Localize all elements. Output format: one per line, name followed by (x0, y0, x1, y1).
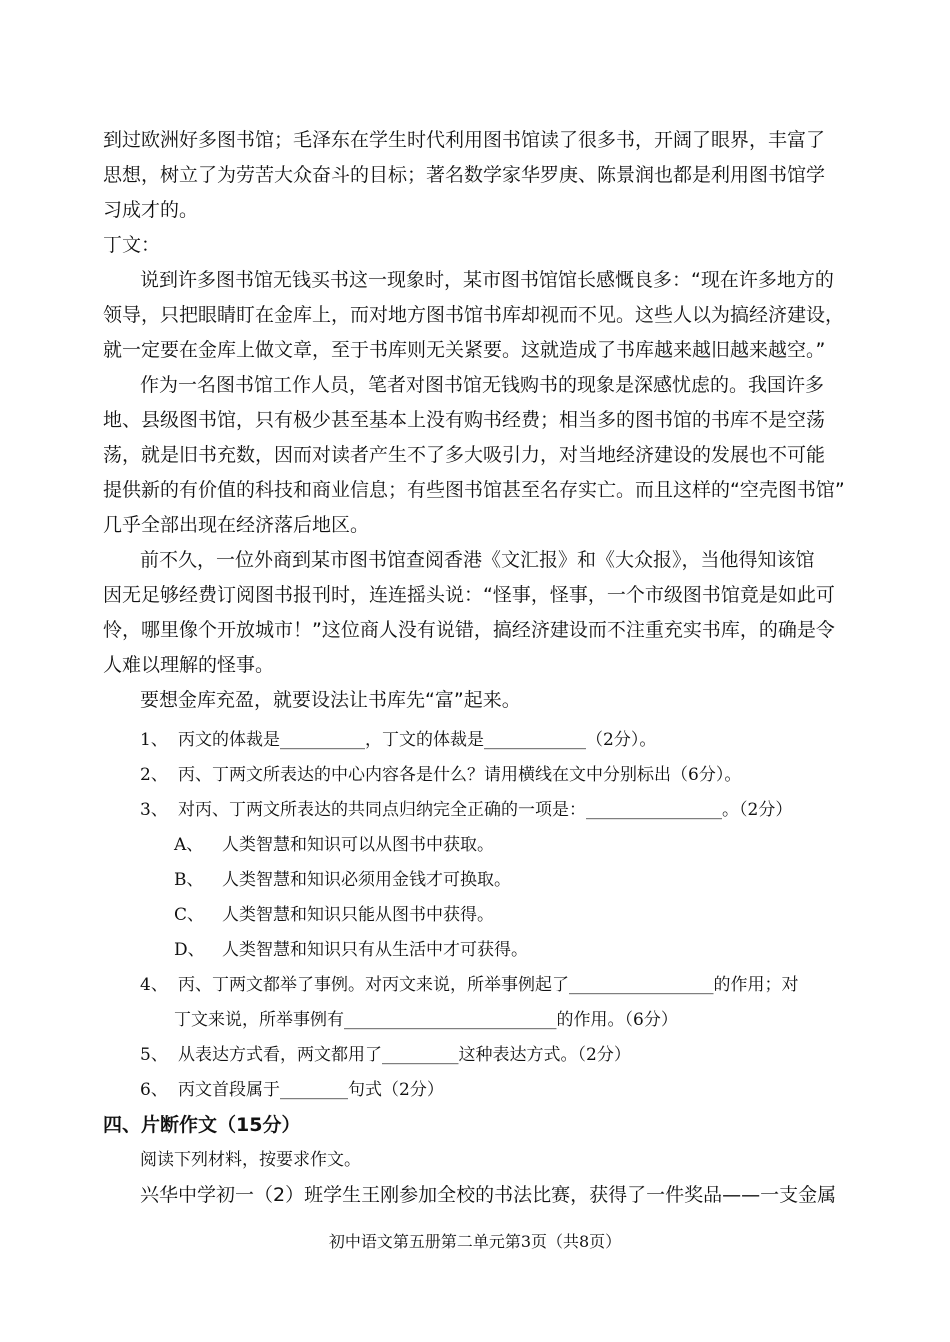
section-4-material: 兴华中学初一（2）班学生王刚参加全校的书法比赛，获得了一件奖品——一支金属 (140, 1184, 837, 1206)
ding-para3-line: 因无足够经费订阅图书报刊时，连连摇头说：“怪事，怪事，一个市级图书馆竟是如此可 (103, 584, 835, 606)
question-text: 丙、丁两文所表达的中心内容各是什么？请用横线在文中分别标出（6分）。 (178, 765, 742, 785)
ding-para4-line: 要想金库充盈，就要设法让书库先“富”起来。 (140, 689, 521, 711)
option-letter: B、 (174, 870, 204, 890)
ding-para2-line: 几乎全部出现在经济落后地区。 (103, 514, 370, 536)
question-number: 6、 (140, 1080, 168, 1100)
question-number: 1、 (140, 730, 168, 750)
ding-para1-line: 领导，只把眼睛盯在金库上，而对地方图书馆书库却视而不见。这些人以为搞经济建设， (103, 304, 845, 326)
bing-text-line: 习成才的。 (103, 199, 199, 221)
section-4-heading: 四、片断作文（15分） (103, 1114, 301, 1136)
ding-para3-line: 人难以理解的怪事。 (103, 654, 275, 676)
option-letter: D、 (174, 940, 205, 960)
question-4-continued: 丁文来说，所举事例有_________________________的作用。（6分） (174, 1010, 678, 1030)
question-number: 3、 (140, 800, 168, 820)
ding-para1-line: 说到许多图书馆无钱买书这一现象时，某市图书馆馆长感慨良多：“现在许多地方的 (140, 269, 834, 291)
question-text: 丙文首段属于________句式（2分） (178, 1080, 444, 1100)
question-5 (140, 1043, 900, 1067)
question-text: 从表达方式看，两文都用了_________这种表达方式。（2分） (178, 1045, 631, 1065)
question-3 (140, 798, 900, 822)
ding-para1-line: 就一定要在金库上做文章，至于书库则无关紧要。这就造成了书库越来越旧越来越空。” (103, 339, 826, 361)
bing-text-line: 到过欧洲好多图书馆；毛泽东在学生时代利用图书馆读了很多书，开阔了眼界，丰富了 (103, 129, 826, 151)
section-4-instruction: 阅读下列材料，按要求作文。 (140, 1150, 361, 1170)
option-text: 人类智慧和知识可以从图书中获取。 (222, 835, 494, 855)
question-6 (140, 1078, 900, 1102)
ding-para2-line: 作为一名图书馆工作人员，笔者对图书馆无钱购书的现象是深感忧虑的。我国许多 (140, 374, 825, 396)
question-text: 丙、丁两文都举了事例。对丙文来说，所举事例起了_________________的作用；对 (178, 975, 799, 995)
option-text: 人类智慧和知识只能从图书中获得。 (222, 905, 494, 925)
bing-text-line: 思想，树立了为劳苦大众奋斗的目标；著名数学家华罗庚、陈景润也都是利用图书馆学 (103, 164, 826, 186)
ding-label: 丁文： (103, 234, 161, 256)
ding-para2-line: 地、县级图书馆，只有极少甚至基本上没有购书经费；相当多的图书馆的书库不是空荡 (103, 409, 826, 431)
option-d (174, 938, 934, 962)
ding-para2-line: 荡，就是旧书充数，因而对读者产生不了多大吸引力，对当地经济建设的发展也不可能 (103, 444, 826, 466)
question-1 (140, 728, 900, 752)
option-letter: A、 (174, 835, 204, 855)
option-text: 人类智慧和知识只有从生活中才可获得。 (222, 940, 528, 960)
question-text: 对丙、丁两文所表达的共同点归纳完全正确的一项是：________________。（2分） (178, 800, 793, 820)
question-4 (140, 973, 900, 997)
page-footer: 初中语文第五册第二单元第3页（共8页） (328, 1232, 622, 1251)
ding-para3-line: 怜，哪里像个开放城市！”这位商人没有说错，搞经济建设而不注重充实书库，的确是令 (103, 619, 835, 641)
option-text: 人类智慧和知识必须用金钱才可换取。 (222, 870, 511, 890)
option-a (174, 833, 934, 857)
question-number: 2、 (140, 765, 168, 785)
question-2 (140, 763, 900, 787)
question-number: 4、 (140, 975, 168, 995)
ding-para3-line: 前不久，一位外商到某市图书馆查阅香港《文汇报》和《大众报》，当他得知该馆 (140, 549, 815, 571)
question-number: 5、 (140, 1045, 168, 1065)
ding-para2-line: 提供新的有价值的科技和商业信息；有些图书馆甚至名存实亡。而且这样的“空壳图书馆” (103, 479, 845, 501)
option-letter: C、 (174, 905, 205, 925)
option-b (174, 868, 934, 892)
question-text: 丙文的体裁是__________，丁文的体裁是____________（2分）。 (178, 730, 657, 750)
option-c (174, 903, 934, 927)
